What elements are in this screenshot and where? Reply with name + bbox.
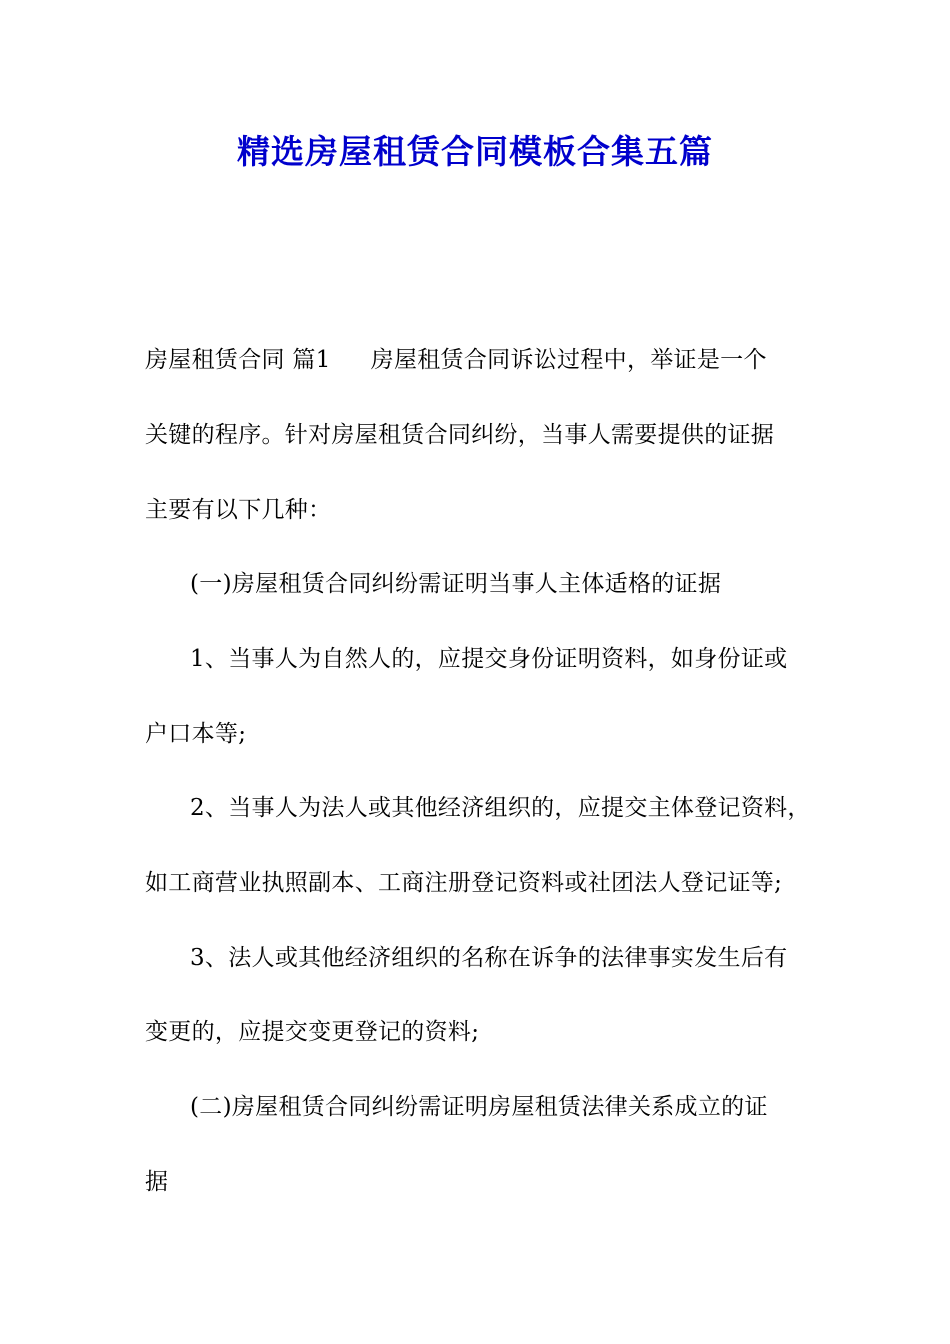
list-item: 1、当事人为自然人的，应提交身份证明资料，如身份证或 xyxy=(190,646,788,672)
paragraph-line: 如工商营业执照副本、工商注册登记资料或社团法人登记证等; xyxy=(145,870,783,896)
list-heading: (一)房屋租赁合同纠纷需证明当事人主体适格的证据 xyxy=(190,571,722,597)
paragraph-line: 户口本等; xyxy=(145,721,247,747)
paragraph-line: 据 xyxy=(145,1169,169,1195)
paragraph-line: 主要有以下几种： xyxy=(145,497,332,523)
list-item: 2、当事人为法人或其他经济组织的，应提交主体登记资料， xyxy=(190,795,811,821)
list-heading: (二)房屋租赁合同纠纷需证明房屋租赁法律关系成立的证 xyxy=(190,1094,768,1120)
document-title: 精选房屋租赁合同模板合集五篇 xyxy=(237,132,713,171)
paragraph-line: 变更的，应提交变更登记的资料; xyxy=(145,1019,480,1045)
paragraph-line: 关键的程序。针对房屋租赁合同纠纷，当事人需要提供的证据 xyxy=(145,422,775,448)
paragraph-line-first xyxy=(145,342,767,378)
list-item: 3、法人或其他经济组织的名称在诉争的法律事实发生后有 xyxy=(190,945,788,971)
paragraph-line: 房屋租赁合同诉讼过程中，举证是一个 xyxy=(370,347,767,373)
section-label: 房屋租赁合同 篇1 xyxy=(145,347,331,373)
